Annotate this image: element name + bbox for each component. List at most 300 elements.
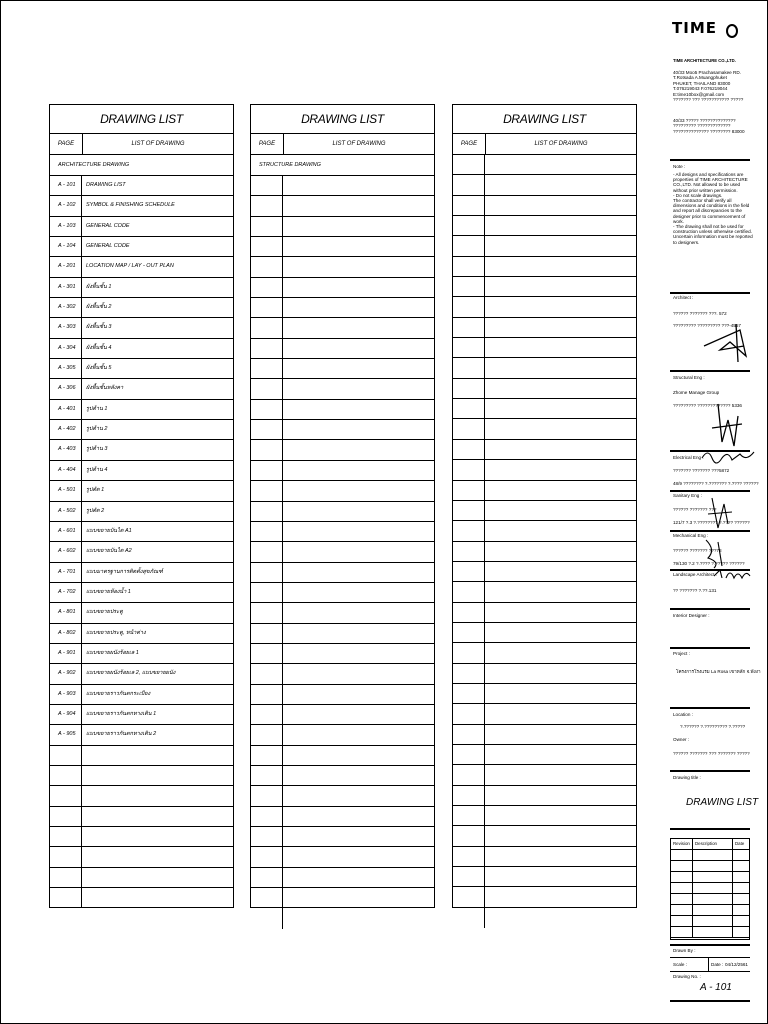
row-page bbox=[251, 908, 283, 928]
row-drawing-name bbox=[283, 888, 434, 907]
table-row bbox=[453, 704, 636, 724]
row-drawing-name bbox=[82, 746, 233, 765]
row-page bbox=[50, 868, 82, 887]
row-drawing-name bbox=[283, 583, 434, 602]
row-page bbox=[453, 440, 485, 459]
row-page: A - 303 bbox=[50, 318, 82, 337]
row-page bbox=[453, 460, 485, 479]
row-drawing-name bbox=[283, 298, 434, 317]
divider bbox=[670, 770, 750, 772]
row-drawing-name bbox=[485, 582, 636, 601]
row-drawing-name bbox=[283, 603, 434, 622]
table-row bbox=[251, 379, 434, 399]
row-drawing-name bbox=[283, 339, 434, 358]
table-row bbox=[453, 542, 636, 562]
row-drawing-name: แบบขยายผนังร้อยเล 2, แบบขยายผนัง bbox=[86, 670, 176, 677]
row-page bbox=[251, 217, 283, 236]
table-row bbox=[50, 766, 233, 786]
table-row bbox=[453, 623, 636, 643]
date-col: Date bbox=[735, 841, 745, 846]
section-title: ARCHITECTURE DRAWING bbox=[50, 155, 233, 176]
row-drawing-name bbox=[485, 643, 636, 662]
row-page bbox=[50, 847, 82, 866]
landscape-label: Landscape Architect : bbox=[673, 572, 717, 577]
row-page bbox=[453, 562, 485, 581]
table-row bbox=[453, 765, 636, 785]
row-drawing-name: ผังพื้นชั้น 2 bbox=[86, 304, 112, 311]
revision-table bbox=[670, 838, 750, 940]
table-row bbox=[453, 847, 636, 867]
row-page bbox=[50, 766, 82, 785]
row-page bbox=[251, 502, 283, 521]
table-row bbox=[251, 583, 434, 603]
structural-license: ????????? ????????????? 5336 bbox=[673, 403, 742, 408]
logo-ring-icon bbox=[726, 24, 738, 38]
revision-row bbox=[671, 850, 749, 861]
date-label: Date : bbox=[711, 962, 724, 967]
table-row bbox=[453, 521, 636, 541]
row-drawing-name bbox=[485, 725, 636, 744]
row-drawing-name bbox=[485, 908, 636, 928]
firm-address-thai: 40/33 ????? ?????????????? ????????? ????????????? ?????????????? ???????? 83000 bbox=[673, 118, 745, 134]
table-row bbox=[453, 297, 636, 317]
table-row bbox=[251, 827, 434, 847]
project-label: Project : bbox=[673, 651, 690, 656]
note-label: Note : bbox=[673, 164, 686, 169]
divider bbox=[670, 707, 750, 709]
table-row bbox=[453, 277, 636, 297]
structural-label: Structural Eng : bbox=[673, 375, 705, 380]
row-page bbox=[453, 745, 485, 764]
table-row bbox=[50, 318, 233, 338]
row-drawing-name bbox=[283, 725, 434, 744]
table-row bbox=[251, 237, 434, 257]
row-page bbox=[453, 521, 485, 540]
table-row bbox=[251, 217, 434, 237]
row-drawing-name bbox=[283, 400, 434, 419]
row-drawing-name bbox=[283, 237, 434, 256]
table-row bbox=[453, 175, 636, 195]
row-page: A - 304 bbox=[50, 339, 82, 358]
table-row bbox=[251, 542, 434, 562]
sanitary-address: 121/7 ?.3 ?.???????? ?.???? ?????? bbox=[673, 520, 750, 525]
drawing-list-table-structure bbox=[250, 104, 435, 908]
row-page: A - 402 bbox=[50, 420, 82, 439]
revision-cell bbox=[733, 850, 749, 860]
row-drawing-name: DRAWING LIST bbox=[86, 182, 126, 188]
row-page bbox=[453, 664, 485, 683]
row-page bbox=[251, 705, 283, 724]
row-page bbox=[251, 807, 283, 826]
divider bbox=[670, 647, 750, 649]
row-drawing-name: GENERAL CODE bbox=[86, 243, 130, 250]
row-drawing-name bbox=[283, 196, 434, 215]
section-title: STRUCTURE DRAWING bbox=[251, 155, 434, 176]
table-row bbox=[453, 684, 636, 704]
row-page: A - 104 bbox=[50, 237, 82, 256]
row-page bbox=[251, 542, 283, 561]
table-row bbox=[50, 868, 233, 888]
row-page bbox=[453, 684, 485, 703]
row-page bbox=[251, 583, 283, 602]
row-drawing-name bbox=[485, 440, 636, 459]
row-page bbox=[251, 685, 283, 704]
row-page bbox=[453, 887, 485, 906]
row-drawing-name bbox=[283, 705, 434, 724]
table-header bbox=[251, 134, 434, 155]
revision-cell bbox=[671, 894, 693, 904]
table-row bbox=[50, 176, 233, 196]
row-drawing-name bbox=[283, 563, 434, 582]
table-row bbox=[251, 481, 434, 501]
table-row bbox=[251, 522, 434, 542]
row-drawing-name bbox=[283, 542, 434, 561]
col-page-header: PAGE bbox=[453, 134, 486, 154]
table-row bbox=[453, 887, 636, 907]
table-row bbox=[50, 583, 233, 603]
divider bbox=[670, 292, 750, 294]
table-row bbox=[251, 685, 434, 705]
row-drawing-name bbox=[485, 338, 636, 357]
table-row bbox=[50, 624, 233, 644]
row-drawing-name: แบบขยายบันได A1 bbox=[86, 527, 132, 534]
table-row bbox=[453, 196, 636, 216]
row-drawing-name: รูปตัด 2 bbox=[86, 507, 105, 514]
revision-cell bbox=[671, 905, 693, 915]
table-row bbox=[50, 888, 233, 908]
row-drawing-name bbox=[485, 745, 636, 764]
row-drawing-name bbox=[485, 765, 636, 784]
row-page bbox=[251, 318, 283, 337]
row-drawing-name bbox=[485, 603, 636, 622]
col-list-header: LIST OF DRAWING bbox=[534, 141, 588, 147]
col-page-header: PAGE bbox=[251, 134, 284, 154]
row-page bbox=[453, 358, 485, 377]
row-drawing-name bbox=[283, 644, 434, 663]
row-drawing-name bbox=[485, 664, 636, 683]
table-row bbox=[251, 644, 434, 664]
architect-signature-icon bbox=[700, 316, 755, 364]
revision-row bbox=[671, 861, 749, 872]
row-drawing-name bbox=[283, 278, 434, 297]
table-row bbox=[453, 481, 636, 501]
row-page bbox=[453, 704, 485, 723]
table-row bbox=[50, 705, 233, 725]
row-page bbox=[251, 746, 283, 765]
row-drawing-name bbox=[485, 419, 636, 438]
row-drawing-name: ผังพื้นชั้น 3 bbox=[86, 324, 112, 331]
table-row bbox=[251, 196, 434, 216]
row-drawing-name bbox=[485, 704, 636, 723]
row-page bbox=[251, 298, 283, 317]
table-row bbox=[453, 826, 636, 846]
row-drawing-name bbox=[82, 786, 233, 805]
row-drawing-name bbox=[283, 847, 434, 866]
table-row bbox=[453, 216, 636, 236]
drawing-title-label: Drawing title : bbox=[673, 775, 701, 780]
col-list-header: LIST OF DRAWING bbox=[131, 141, 185, 147]
firm-name: TIME ARCHITECTURE CO.,LTD. bbox=[673, 58, 736, 63]
landscape-name: ?? ??????? ?.??.131 bbox=[673, 588, 717, 593]
row-page bbox=[50, 888, 82, 908]
row-drawing-name bbox=[485, 562, 636, 581]
row-page: A - 501 bbox=[50, 481, 82, 500]
revision-cell bbox=[693, 916, 733, 926]
row-page bbox=[453, 216, 485, 235]
row-page bbox=[251, 420, 283, 439]
table-row bbox=[453, 318, 636, 338]
divider bbox=[670, 971, 750, 972]
row-page: A - 201 bbox=[50, 257, 82, 276]
firm-address: 40/33 Moo5 Prachasamakee RD. T.Rotsada A.Muangphuket PHUKET, THAILAND 83000 T.076219043 F.076219044 E:time10box@gmail.com ??????? ??? ??????????? ????? bbox=[673, 70, 744, 103]
row-drawing-name bbox=[485, 257, 636, 276]
revision-cell bbox=[733, 861, 749, 871]
table-row bbox=[251, 400, 434, 420]
table-row bbox=[453, 643, 636, 663]
table-rows bbox=[251, 176, 434, 929]
table-row bbox=[453, 358, 636, 378]
table-row bbox=[251, 339, 434, 359]
table-title: DRAWING LIST bbox=[251, 105, 434, 134]
row-drawing-name bbox=[485, 542, 636, 561]
row-drawing-name: แบบขยายราวกันตกทางเดิน 2 bbox=[86, 731, 157, 738]
table-header bbox=[50, 134, 233, 155]
table-row bbox=[453, 155, 636, 175]
scale-label: Scale : bbox=[673, 962, 688, 967]
revision-cell bbox=[693, 883, 733, 893]
row-page bbox=[251, 624, 283, 643]
row-drawing-name: แบบขยายประตู, หน้าต่าง bbox=[86, 629, 146, 636]
table-row bbox=[453, 399, 636, 419]
row-page bbox=[453, 196, 485, 215]
row-drawing-name bbox=[82, 827, 233, 846]
row-page bbox=[251, 379, 283, 398]
table-row bbox=[251, 420, 434, 440]
row-drawing-name bbox=[283, 807, 434, 826]
row-drawing-name bbox=[283, 827, 434, 846]
row-drawing-name bbox=[283, 624, 434, 643]
row-page: A - 802 bbox=[50, 624, 82, 643]
table-row bbox=[251, 664, 434, 684]
row-drawing-name bbox=[485, 460, 636, 479]
table-row bbox=[453, 806, 636, 826]
table-row bbox=[50, 237, 233, 257]
mechanical-signature-icon bbox=[700, 536, 730, 570]
divider bbox=[708, 957, 709, 971]
row-page bbox=[453, 399, 485, 418]
divider bbox=[670, 370, 750, 372]
row-drawing-name bbox=[485, 358, 636, 377]
divider bbox=[670, 828, 750, 830]
revision-cell bbox=[733, 905, 749, 915]
row-page bbox=[251, 603, 283, 622]
table-row bbox=[50, 379, 233, 399]
row-drawing-name: รูปด้าน 3 bbox=[86, 446, 108, 453]
table-row bbox=[453, 867, 636, 887]
structural-company: Zhome Manage Group bbox=[673, 390, 720, 395]
row-drawing-name bbox=[283, 868, 434, 887]
sanitary-signature-icon bbox=[706, 494, 736, 532]
row-drawing-name bbox=[485, 847, 636, 866]
architect-label: Architect : bbox=[673, 295, 694, 300]
table-row bbox=[50, 542, 233, 562]
row-drawing-name bbox=[283, 522, 434, 541]
row-drawing-name bbox=[82, 888, 233, 908]
table-row bbox=[50, 440, 233, 460]
location-label: Location : bbox=[673, 712, 693, 717]
revision-cell bbox=[671, 861, 693, 871]
row-page: A - 903 bbox=[50, 685, 82, 704]
table-row bbox=[50, 502, 233, 522]
row-drawing-name bbox=[485, 623, 636, 642]
revision-cell bbox=[733, 883, 749, 893]
drawing-title: DRAWING LIST bbox=[686, 797, 759, 808]
table-rows bbox=[50, 176, 233, 908]
table-header bbox=[453, 134, 636, 155]
row-page bbox=[453, 257, 485, 276]
col-list-header: LIST OF DRAWING bbox=[332, 141, 386, 147]
row-page bbox=[251, 888, 283, 907]
row-drawing-name bbox=[283, 746, 434, 765]
row-page: A - 101 bbox=[50, 176, 82, 195]
table-row bbox=[251, 278, 434, 298]
row-drawing-name: แบบขยายราวกันตกทางเดิน 1 bbox=[86, 710, 157, 717]
row-page bbox=[453, 542, 485, 561]
revision-cell bbox=[671, 883, 693, 893]
table-row bbox=[50, 563, 233, 583]
row-drawing-name bbox=[485, 155, 636, 174]
row-page bbox=[251, 766, 283, 785]
table-row bbox=[50, 400, 233, 420]
table-row bbox=[251, 807, 434, 827]
row-drawing-name bbox=[283, 685, 434, 704]
revision-cell bbox=[693, 894, 733, 904]
row-page bbox=[453, 806, 485, 825]
row-page bbox=[251, 339, 283, 358]
row-page bbox=[453, 765, 485, 784]
table-row bbox=[251, 888, 434, 908]
table-row bbox=[453, 460, 636, 480]
mechanical-name: ?????? ??????? ???78 bbox=[673, 548, 722, 553]
divider bbox=[670, 957, 750, 958]
table-row bbox=[50, 603, 233, 623]
revision-header bbox=[671, 839, 749, 850]
table-row bbox=[50, 196, 233, 216]
row-drawing-name bbox=[283, 461, 434, 480]
row-page bbox=[453, 236, 485, 255]
row-page bbox=[453, 379, 485, 398]
table-row bbox=[50, 847, 233, 867]
row-drawing-name: ผังพื้นชั้น 4 bbox=[86, 344, 112, 351]
table-row bbox=[50, 664, 233, 684]
row-page: A - 305 bbox=[50, 359, 82, 378]
row-page bbox=[453, 643, 485, 662]
revision-cell bbox=[693, 861, 733, 871]
row-page: A - 403 bbox=[50, 440, 82, 459]
row-drawing-name: GENERAL CODE bbox=[86, 222, 130, 229]
table-row bbox=[50, 827, 233, 847]
row-page: A - 306 bbox=[50, 379, 82, 398]
row-page: A - 901 bbox=[50, 644, 82, 663]
revision-row bbox=[671, 883, 749, 894]
row-page bbox=[453, 582, 485, 601]
table-title: DRAWING LIST bbox=[50, 105, 233, 134]
drawing-list-table-3 bbox=[452, 104, 637, 908]
table-row bbox=[453, 379, 636, 399]
table-row bbox=[251, 868, 434, 888]
row-drawing-name bbox=[82, 807, 233, 826]
row-drawing-name: SYMBOL & FINISHING SCHEDULE bbox=[86, 202, 175, 209]
row-drawing-name bbox=[485, 826, 636, 845]
row-drawing-name bbox=[283, 176, 434, 195]
sanitary-name: ?????? ??????? ??? bbox=[673, 507, 717, 512]
electrical-signature-icon bbox=[700, 446, 758, 468]
row-page bbox=[251, 400, 283, 419]
revision-row bbox=[671, 905, 749, 916]
table-row bbox=[453, 419, 636, 439]
row-page bbox=[453, 623, 485, 642]
table-row bbox=[453, 908, 636, 928]
table-row bbox=[453, 440, 636, 460]
electrical-name: ??????? ??????? ???5872 bbox=[673, 468, 730, 473]
row-drawing-name: แบบขยายผนังร้อยเล 1 bbox=[86, 649, 139, 656]
row-page bbox=[251, 359, 283, 378]
row-page bbox=[251, 725, 283, 744]
row-page bbox=[251, 440, 283, 459]
table-row bbox=[50, 522, 233, 542]
row-page: A - 905 bbox=[50, 725, 82, 744]
table-row bbox=[453, 745, 636, 765]
row-drawing-name: รูปด้าน 2 bbox=[86, 426, 108, 433]
row-page bbox=[453, 277, 485, 296]
row-page bbox=[453, 338, 485, 357]
row-page bbox=[453, 867, 485, 886]
table-row bbox=[251, 603, 434, 623]
divider bbox=[670, 159, 750, 161]
table-row bbox=[453, 338, 636, 358]
electrical-address: 48/9 ???????? ?.??????? ?.???? ?????? bbox=[673, 481, 759, 486]
revision-cell bbox=[693, 927, 733, 937]
table-row bbox=[453, 501, 636, 521]
row-page: A - 401 bbox=[50, 400, 82, 419]
revision-row bbox=[671, 894, 749, 905]
row-page bbox=[453, 175, 485, 194]
interior-label: Interior Designer : bbox=[673, 613, 710, 618]
table-row bbox=[50, 461, 233, 481]
owner-label: Owner : bbox=[673, 737, 690, 742]
row-drawing-name bbox=[82, 847, 233, 866]
row-drawing-name bbox=[283, 257, 434, 276]
row-page: A - 102 bbox=[50, 196, 82, 215]
table-row bbox=[50, 644, 233, 664]
table-row bbox=[251, 786, 434, 806]
row-drawing-name bbox=[283, 318, 434, 337]
row-page bbox=[251, 786, 283, 805]
revision-cell bbox=[671, 927, 693, 937]
row-page bbox=[251, 481, 283, 500]
row-page: A - 404 bbox=[50, 461, 82, 480]
description-col: Description bbox=[693, 839, 733, 849]
location-value: ?.?????? ?.????????? ?.????? bbox=[680, 724, 746, 729]
row-page: A - 902 bbox=[50, 664, 82, 683]
row-page bbox=[50, 786, 82, 805]
revision-cell bbox=[671, 916, 693, 926]
architect-name: ?????? ??????? ???. 572 bbox=[673, 311, 727, 316]
row-drawing-name bbox=[485, 379, 636, 398]
revision-cell bbox=[733, 872, 749, 882]
row-page bbox=[453, 603, 485, 622]
table-row bbox=[251, 746, 434, 766]
